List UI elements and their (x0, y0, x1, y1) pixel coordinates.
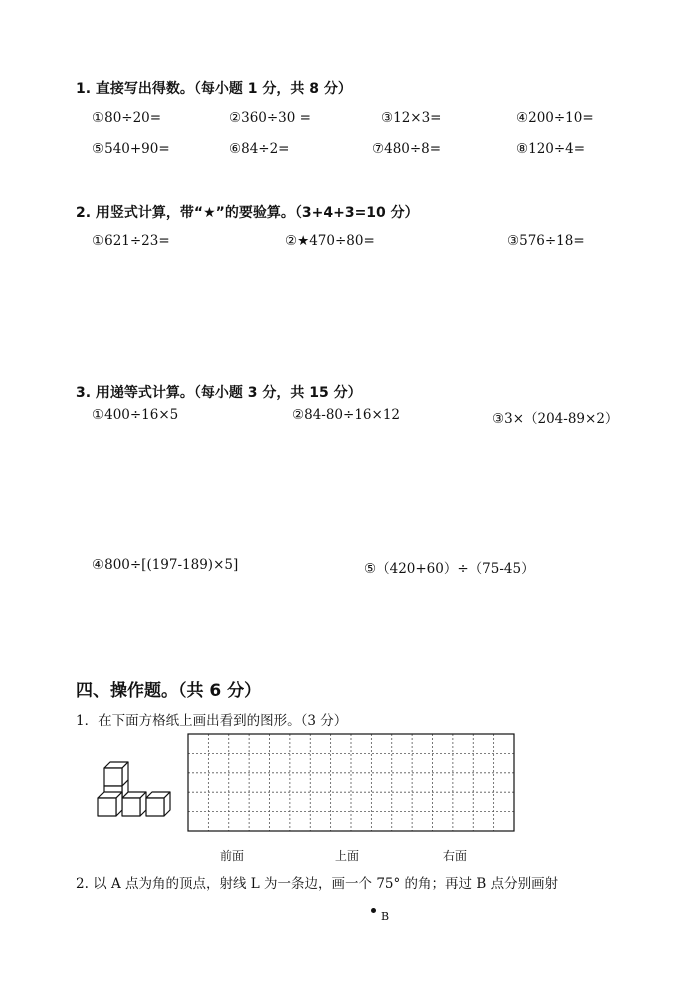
section2-title: 2. 用竖式计算，带“★”的要验算。（3+4+3=10 分） (76, 205, 419, 221)
problem-1-4: ④200÷10= (516, 110, 594, 126)
section4-title: 四、操作题。（共 6 分） (76, 681, 262, 701)
problem-2-1: ①621÷23= (92, 233, 170, 249)
problem-3-3: ③3×（204-89×2） (492, 411, 619, 427)
operation-q2: 2. 以 A 点为角的顶点，射线 L 为一条边，画一个 75° 的角；再过 B 点分别画射 (76, 876, 559, 892)
problem-1-8: ⑧120÷4= (516, 141, 586, 157)
problem-1-7: ⑦480÷8= (372, 141, 442, 157)
problem-1-1: ①80÷20= (92, 110, 162, 126)
problem-3-4: ④800÷[(197-189)×5] (92, 557, 239, 573)
grid-paper[interactable] (187, 733, 515, 832)
point-b-dot (371, 908, 376, 913)
problem-3-1: ①400÷16×5 (92, 407, 179, 423)
problem-2-2: ②★470÷80= (285, 233, 375, 249)
section3-title: 3. 用递等式计算。（每小题 3 分，共 15 分） (76, 385, 362, 401)
cube-figure (94, 760, 178, 822)
view-label-right: 右面 (443, 849, 468, 863)
problem-1-3: ③12×3= (381, 110, 442, 126)
operation-q1: 1．在下面方格纸上画出看到的图形。（3 分） (76, 713, 348, 729)
problem-3-5: ⑤（420+60）÷（75-45） (364, 561, 535, 577)
problem-1-2: ②360÷30 = (229, 110, 311, 126)
problem-3-2: ②84-80÷16×12 (292, 407, 400, 423)
problem-1-6: ⑥84÷2= (229, 141, 290, 157)
section1-title: 1. 直接写出得数。（每小题 1 分，共 8 分） (76, 81, 352, 97)
problem-1-5: ⑤540+90= (92, 141, 170, 157)
view-label-front: 前面 (220, 849, 245, 863)
point-b-label: B (381, 910, 390, 923)
view-label-top: 上面 (335, 849, 360, 863)
problem-2-3: ③576÷18= (507, 233, 585, 249)
